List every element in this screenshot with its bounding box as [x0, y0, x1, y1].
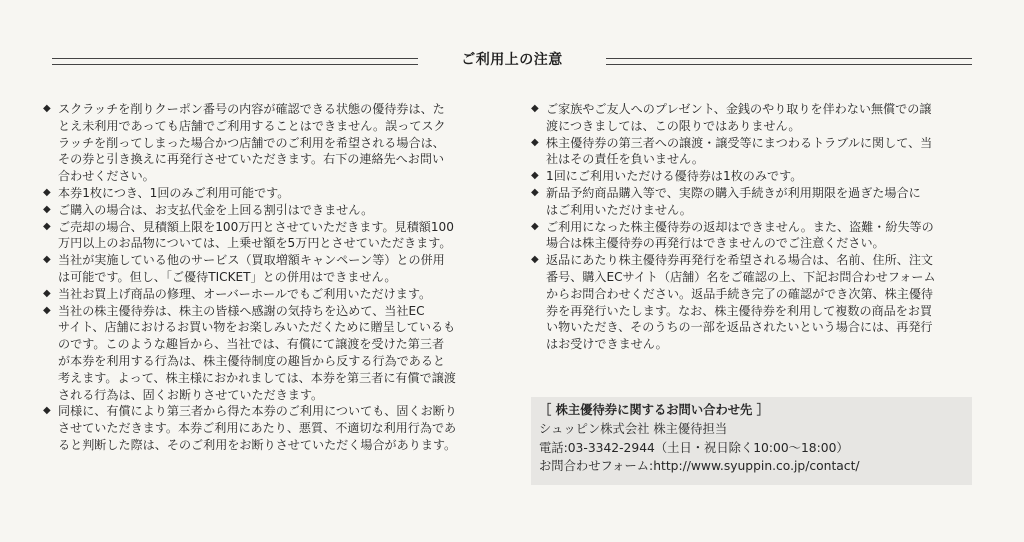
list-item — [531, 101, 981, 135]
list-item — [531, 168, 981, 185]
note-text: 新品予約商品購入等で、実際の購入手続きが利用期限を過ぎた場合に はご利用いただけません。 — [546, 185, 921, 217]
page-title: ご利用上の注意 — [461, 52, 563, 68]
note-text: 株主優待券の第三者への譲渡・譲受等にまつわるトラブルに関して、当 社はその責任を負いません。 — [546, 135, 933, 167]
left-notes-list — [43, 101, 498, 454]
contact-heading: ［ 株主優待券に関するお問い合わせ先 ］ — [539, 403, 769, 417]
list-item — [43, 252, 498, 286]
diamond-bullet-icon: ◆ — [531, 136, 539, 148]
right-notes-list — [531, 101, 981, 353]
double-rule-right — [606, 58, 972, 65]
list-item — [43, 185, 498, 202]
note-text: ご売却の場合、見積額上限を100万円とさせていただきます。見積額100 万円以上のお品物については、上乗せ額を5万円とさせていただきます。 — [58, 219, 454, 251]
diamond-bullet-icon: ◆ — [43, 220, 51, 232]
contact-box — [531, 397, 972, 485]
list-item — [531, 219, 981, 253]
diamond-bullet-icon: ◆ — [43, 186, 51, 198]
contact-phone: 電話:03-3342-2944（土日・祝日除く10:00～18:00） — [539, 440, 849, 455]
contact-form-url: お問合わせフォーム:http://www.syuppin.co.jp/contact/ — [539, 459, 860, 473]
diamond-bullet-icon: ◆ — [531, 170, 539, 182]
note-text: 1回にご利用いただける優待券は1枚のみです。 — [546, 169, 803, 184]
diamond-bullet-icon: ◆ — [531, 186, 539, 198]
list-item — [531, 185, 981, 219]
list-item — [43, 286, 498, 303]
double-rule-left — [52, 58, 418, 65]
diamond-bullet-icon: ◆ — [43, 405, 51, 417]
diamond-bullet-icon: ◆ — [43, 203, 51, 215]
diamond-bullet-icon: ◆ — [531, 220, 539, 232]
list-item — [43, 303, 498, 404]
note-text: ご家族やご友人へのプレゼント、金銭のやり取りを伴わない無償での譲 渡につきましては、この限りではありません。 — [546, 102, 932, 133]
note-text: 当社の株主優待券は、株主の皆様へ感謝の気持ちを込めて、当社EC サイト、店舗におけるお買い物をお楽しみいただくために贈呈しているも のです。このような趣旨から、当社では、有償にて譲渡を受けた第三者 が本券を利用する行為は、株主優待制度の趣旨から反する行為であると 考えます。よって、株主様におかれましては、本券を第三者に有償で譲渡 される行為は、固くお断りさせていただきます。 — [58, 303, 456, 402]
diamond-bullet-icon: ◆ — [43, 304, 51, 316]
left-notes-column — [43, 101, 498, 454]
note-text: スクラッチを削りクーポン番号の内容が確認できる状態の優待券は、た とえ未利用であっても店舗でご利用することはできません。誤ってスク ラッチを削ってしまった場合かつ店舗でのご利用を希望される場合は、 その券と引き換えに再発行させていただきます。右下の連絡先へお問い 合わせください。 — [58, 102, 446, 184]
note-text: 同様に、有償により第三者から得た本券のご利用についても、固くお断り させていただきます。本券ご利用にあたり、悪質、不適切な利用行為であ ると判断した際は、そのご利用をお断りさせていただく場合があります。 — [58, 404, 457, 452]
header — [0, 44, 1024, 78]
note-text: 当社お買上げ商品の修理、オーバーホールでもご利用いただけます。 — [58, 286, 432, 301]
list-item — [43, 101, 498, 185]
right-notes-column — [531, 101, 981, 353]
diamond-bullet-icon: ◆ — [531, 103, 539, 114]
note-text: ご利用になった株主優待券の返却はできません。また、盗難・紛失等の 場合は株主優待券の再発行はできませんのでご注意ください。 — [546, 219, 934, 251]
note-text: 当社が実施している他のサービス（買取増額キャンペーン等）との併用 は可能です。但し、「ご優待TICKET」との併用はできません。 — [58, 253, 445, 284]
note-text: 本券1枚につき、1回のみご利用可能です。 — [58, 185, 290, 200]
diamond-bullet-icon: ◆ — [531, 254, 539, 266]
diamond-bullet-icon: ◆ — [43, 103, 51, 114]
diamond-bullet-icon: ◆ — [43, 287, 51, 299]
diamond-bullet-icon: ◆ — [43, 254, 51, 266]
list-item — [43, 403, 498, 453]
list-item — [43, 202, 498, 219]
list-item — [531, 252, 981, 353]
note-text: ご購入の場合は、お支払代金を上回る割引はできません。 — [58, 202, 374, 217]
list-item — [531, 135, 981, 169]
contact-company: シュッピン株式会社 株主優待担当 — [539, 422, 728, 436]
list-item — [43, 219, 498, 253]
note-text: 返品にあたり株主優待券再発行を希望される場合は、名前、住所、注文 番号、購入ECサイト（店舗）名をご確認の上、下記お問合わせフォーム からお問合わせください。返品手続き完了の確認ができ次第、株主優待 券を再発行いたします。なお、株主優待券を利用して複数の商品をお買 い物いただき、そのうちの一部を返品されたいという場合には、再発行 はお受けできません。 — [546, 253, 936, 352]
